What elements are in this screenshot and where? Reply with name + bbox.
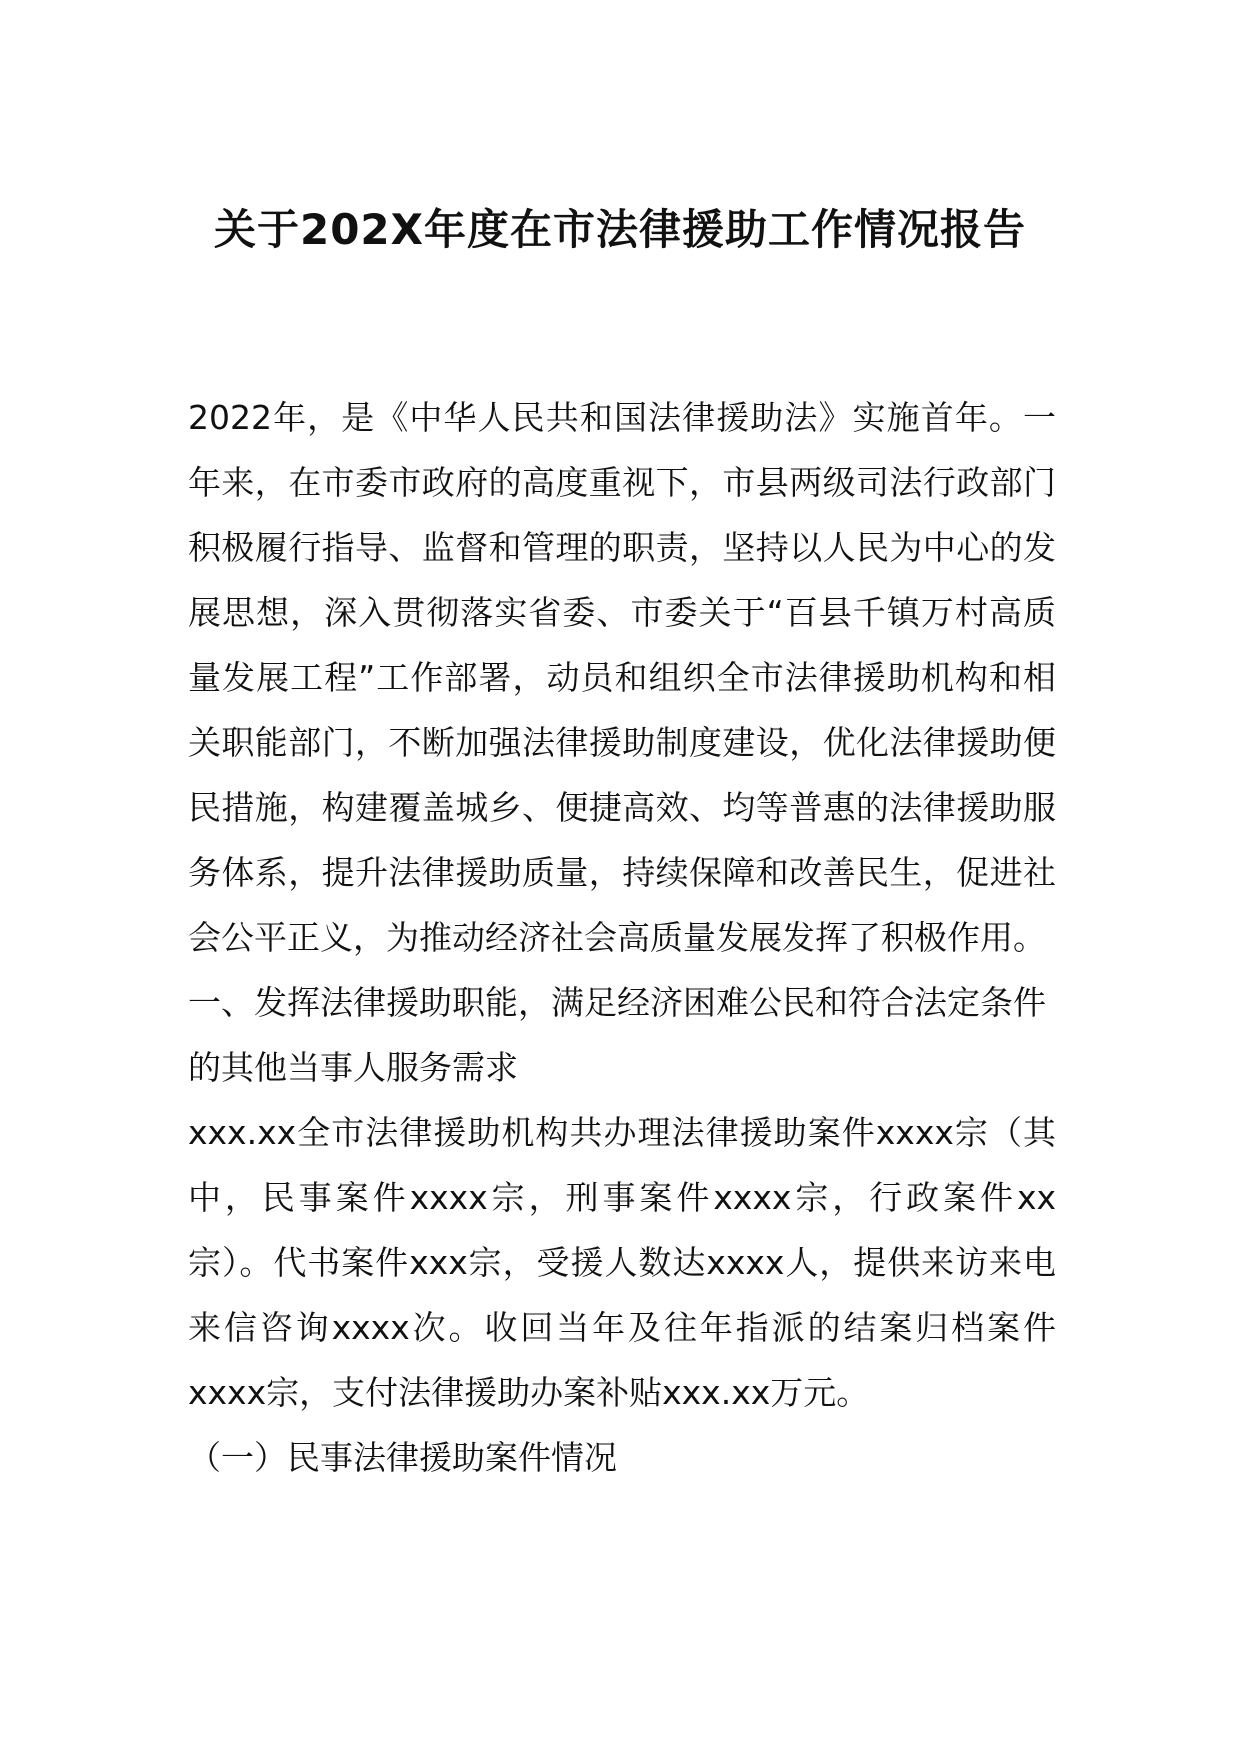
subsection-heading-1: （一）民事法律援助案件情况 bbox=[188, 1438, 617, 1477]
intro-paragraph: 2022年，是《中华人民共和国法律援助法》实施首年。一年来，在市委市政府的高度重视下，市县两级司法行政部门积极履行指导、监督和管理的职责，坚持以人民为中心的发展思想，深入贯彻落实省委、市委关于“百县千镇万村高质量发展工程”工作部署，动员和组织全市法律援助机构和相关职能部门，不断加强法律援助制度建设，优化法律援助便民措施，构建覆盖城乡、便捷高效、均等普惠的法律援助服务体系，提升法律援助质量，持续保障和改善民生，促进社会公平正义，为推动经济社会高质量发展发挥了积极作用。 bbox=[188, 398, 1056, 957]
document-body bbox=[188, 385, 1056, 1490]
section-heading-1: 一、发挥法律援助职能，满足经济困难公民和符合法定条件的其他当事人服务需求 bbox=[188, 983, 1046, 1087]
section-1-paragraph: xxx.xx全市法律援助机构共办理法律援助案件xxxx宗（其中，民事案件xxxx宗，刑事案件xxxx宗，行政案件xx宗）。代书案件xxx宗，受援人数达xxxx人，提供来访来电来信咨询xxxx次。收回当年及往年指派的结案归档案件xxxx宗，支付法律援助办案补贴xxx.xx万元。 bbox=[188, 1113, 1056, 1412]
document-title: 关于202X年度在市法律援助工作情况报告 bbox=[213, 205, 1027, 254]
